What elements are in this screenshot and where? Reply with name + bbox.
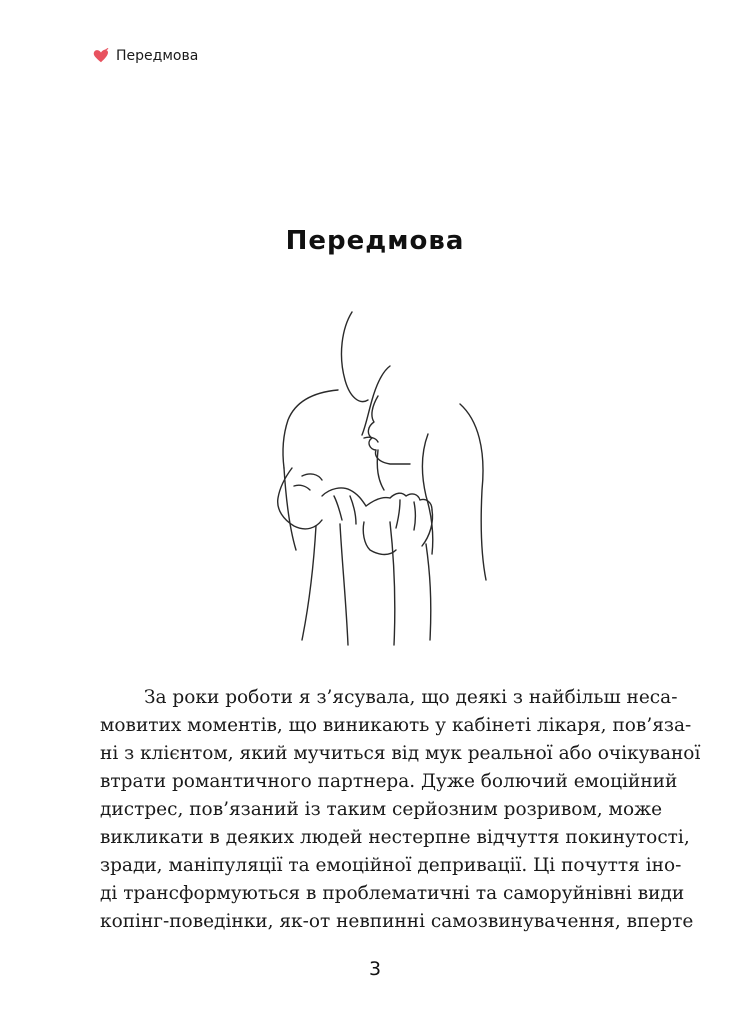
text-line: викликати в деяких людей нестерпне відчуття покинутості,	[100, 827, 690, 848]
text-line: копінг-поведінки, як-от невпинні самозвинувачення, вперте	[100, 911, 694, 932]
chapter-title: Передмова	[285, 226, 465, 256]
text-line: ді трансформуються в проблематичні та саморуйнівні види	[100, 883, 685, 904]
page-number: 3	[368, 958, 382, 980]
embracing-couple-illustration	[250, 300, 500, 670]
text-line: зради, маніпуляції та емоційної депривації. Ці почуття іно-	[100, 855, 682, 876]
text-line: За роки роботи я з’ясувала, що деякі з найбільш неса-	[144, 687, 678, 708]
running-header	[92, 48, 198, 64]
running-title: Передмова	[116, 48, 199, 64]
text-line: ні з клієнтом, який мучиться від мук реальної або очікуваної	[100, 743, 701, 764]
text-line: втрати романтичного партнера. Дуже болючий емоційний	[100, 771, 678, 792]
text-line: мовитих моментів, що виникають у кабінеті лікаря, пов’яза-	[100, 715, 692, 736]
text-line: дистрес, пов’язаний із таким серйозним розривом, може	[100, 799, 663, 820]
body-paragraph	[100, 684, 701, 936]
heart-icon	[92, 48, 110, 64]
